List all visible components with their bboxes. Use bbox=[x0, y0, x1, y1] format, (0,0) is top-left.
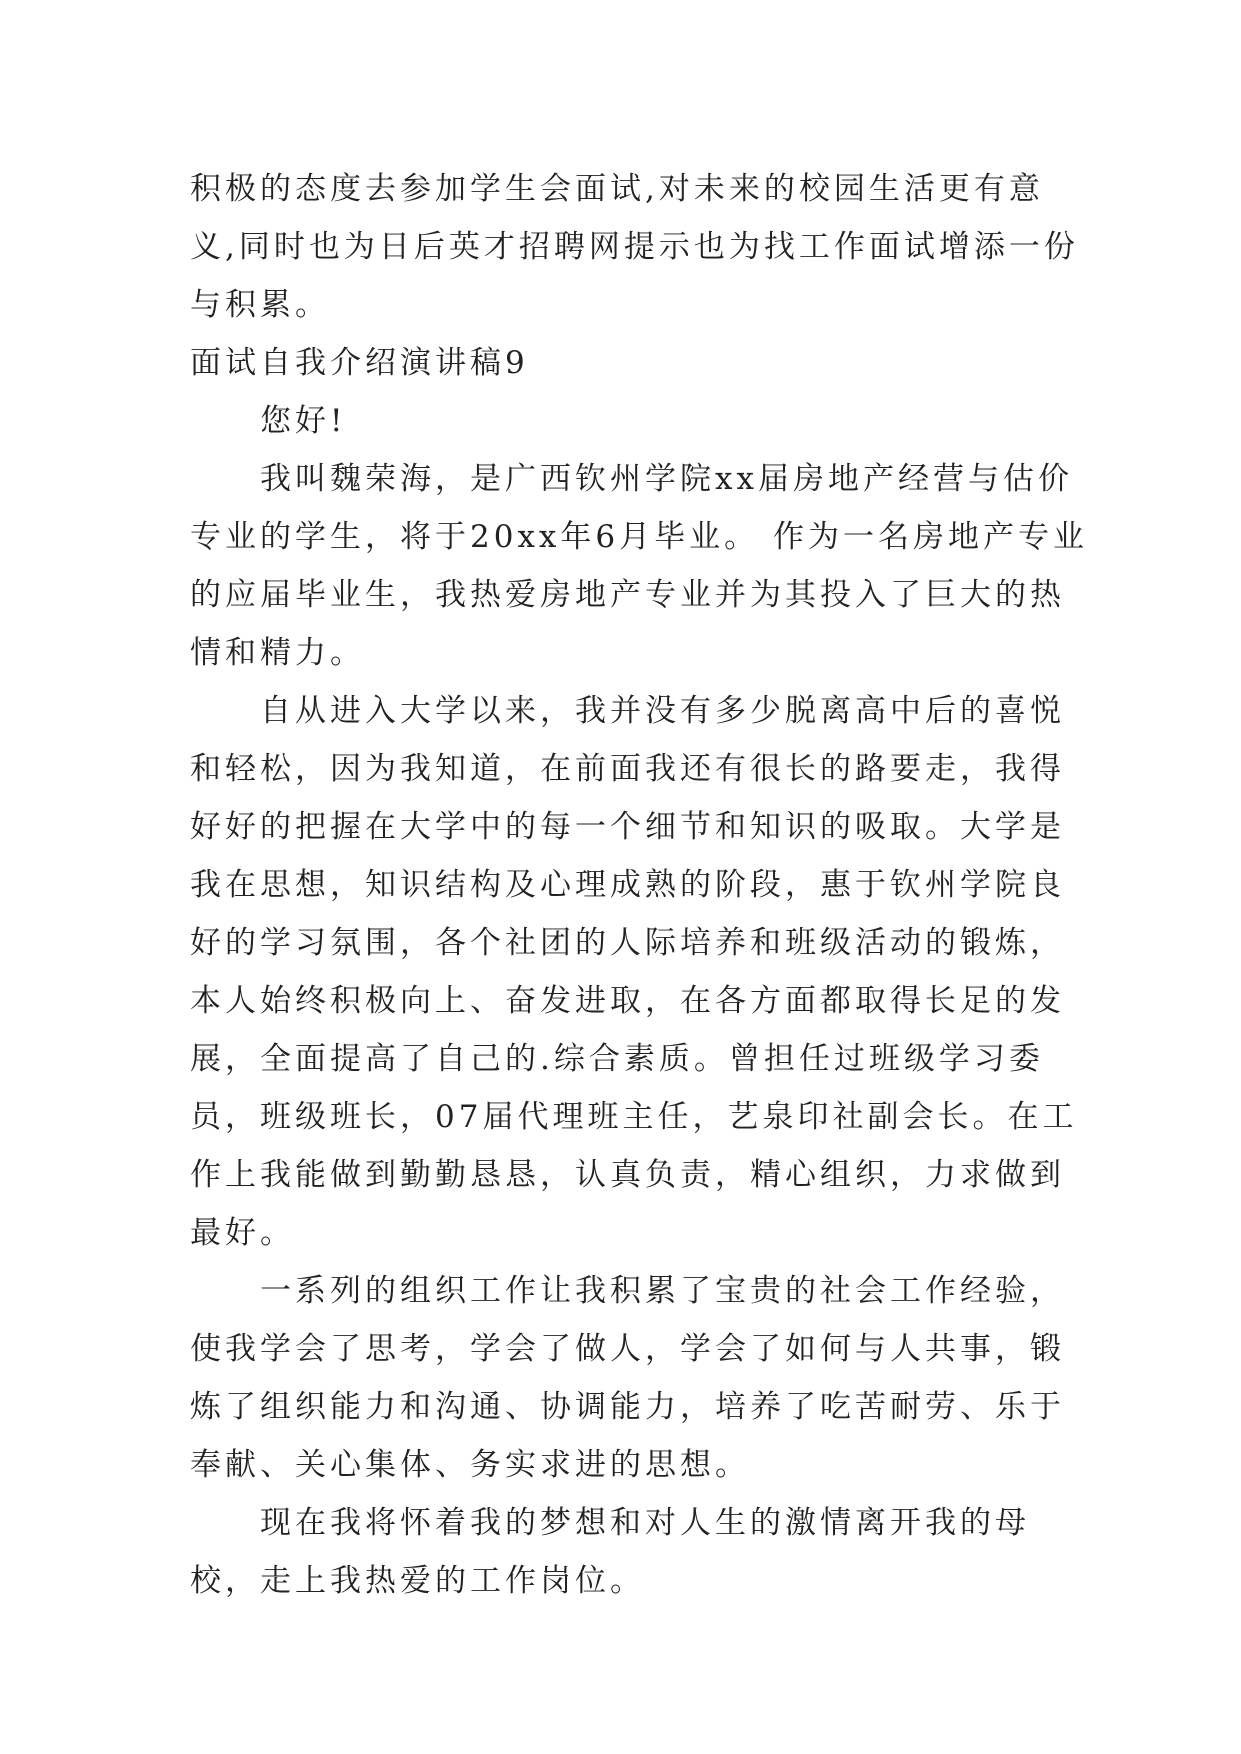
work-experience-paragraph: 一系列的组织工作让我积累了宝贵的社会工作经验，使我学会了思考，学会了做人，学会了如何与人共事，锻炼了组织能力和沟通、协调能力，培养了吃苦耐劳、乐于奉献、关心集体、务实求进的思想。 bbox=[190, 1273, 1065, 1483]
section-heading: 面试自我介绍演讲稿9 bbox=[190, 345, 529, 381]
document-body bbox=[190, 160, 1090, 1610]
closing-paragraph: 现在我将怀着我的梦想和对人生的激情离开我的母校，走上我热爱的工作岗位。 bbox=[190, 1505, 1030, 1599]
intro-paragraph: 我叫魏荣海，是广西钦州学院xx届房地产经营与估价专业的学生，将于20xx年6月毕业。 作为一名房地产专业的应届毕业生，我热爱房地产专业并为其投入了巨大的热情和精力。 bbox=[190, 461, 1088, 671]
greeting-paragraph: 您好! bbox=[260, 403, 347, 439]
paragraph-continuation: 积极的态度去参加学生会面试,对未来的校园生活更有意义,同时也为日后英才招聘网提示也为找工作面试增添一份与积累。 bbox=[190, 171, 1079, 323]
college-experience-paragraph: 自从进入大学以来，我并没有多少脱离高中后的喜悦和轻松，因为我知道，在前面我还有很长的路要走，我得好好的把握在大学中的每一个细节和知识的吸取。大学是我在思想，知识结构及心理成熟的阶段，惠于钦州学院良好的学习氛围，各个社团的人际培养和班级活动的锻炼，本人始终积极向上、奋发进取，在各方面都取得长足的发展，全面提高了自己的.综合素质。曾担任过班级学习委员，班级班长，07届代理班主任，艺泉印社副会长。在工作上我能做到勤勤恳恳，认真负责，精心组织，力求做到最好。 bbox=[190, 693, 1078, 1251]
